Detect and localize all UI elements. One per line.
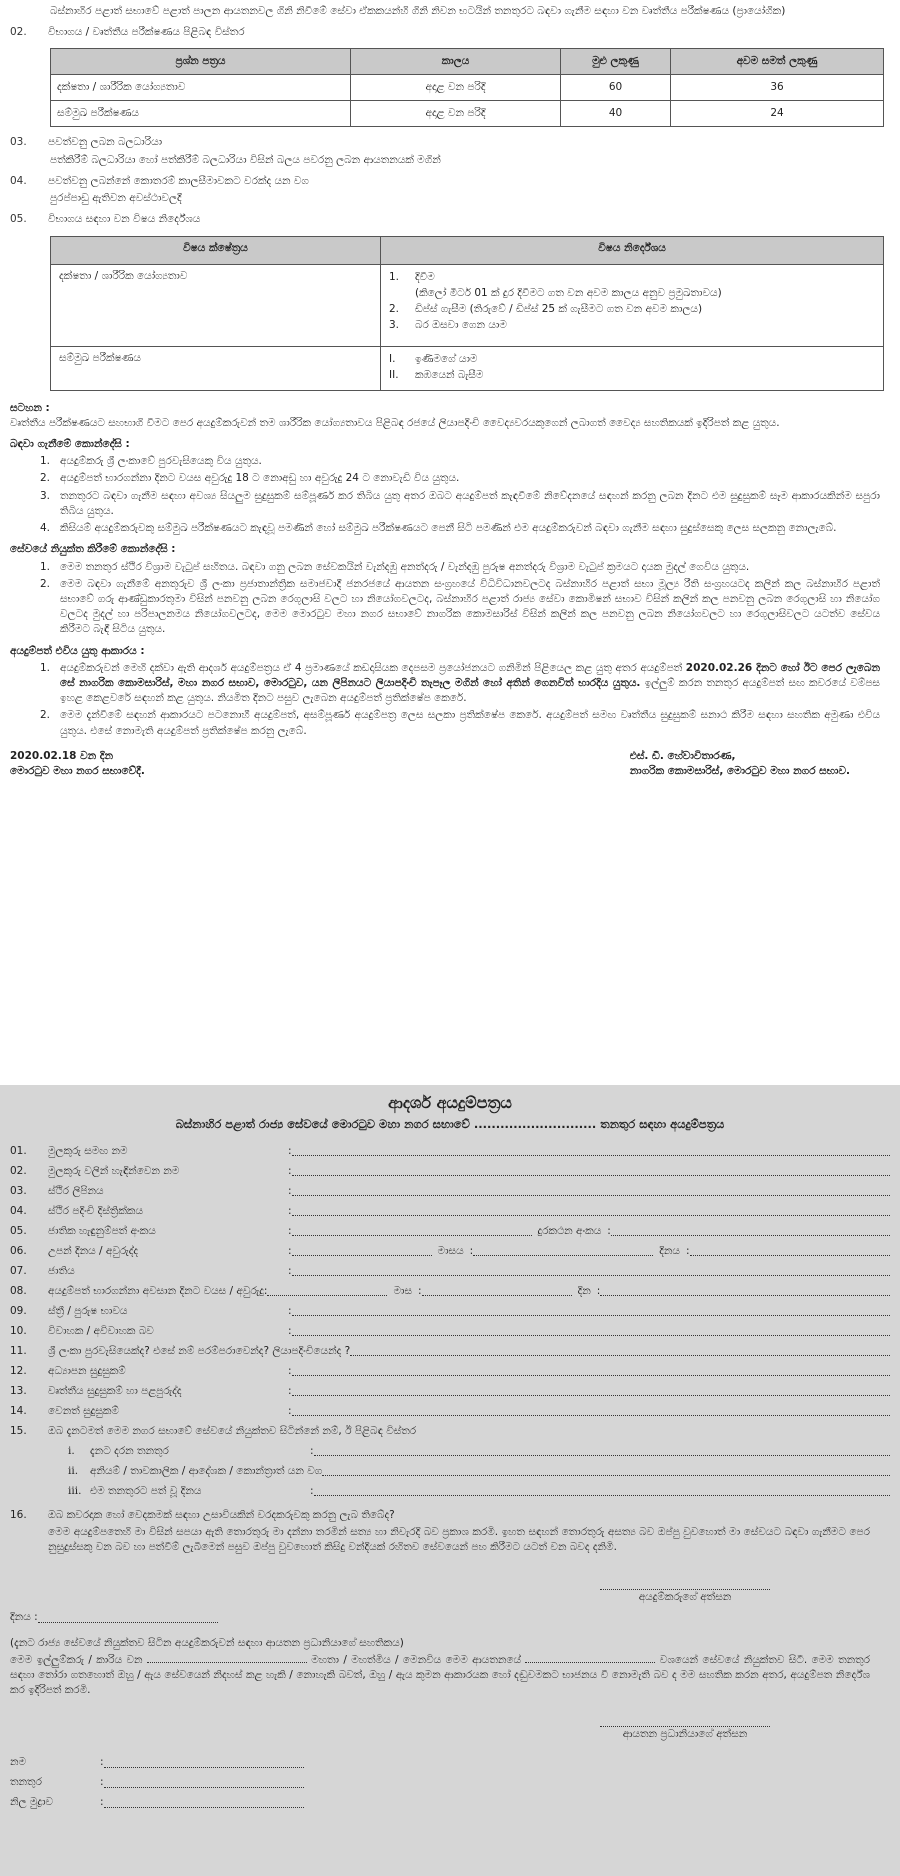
form-field[interactable]: ii. අනියම් / තාවකාලික / ආදේශක / කොන්ත්‍රාත් යන වග	[68, 1459, 890, 1479]
form-field[interactable]: 07. ජාතිය :	[10, 1259, 890, 1279]
form-field[interactable]: i. දැනට දරන තනතුර :	[68, 1439, 890, 1459]
section-04-body: පුරප්පාඩු ඇතිවන අවස්ථාවලදී	[50, 192, 182, 205]
exam-table	[50, 48, 884, 127]
table-row: සම්මුඛ පරීක්ෂණය I. ඉණිමගේ යාම II. කඹයෙන් බැසීම	[51, 346, 884, 390]
form-field: 15. ඔබ දැනටමත් මෙම නගර සභාවේ සේවයේ නියුක්තව සිටින්නේ නම්, ඊ පිළිබඳ විස්තර	[10, 1424, 417, 1437]
certification-text: මෙම ඉල්ලුම්කරු / කාරිය වන මහතා / මහත්මිය / මෙනවිය මෙම ආයතනයේ වශයෙන් සේවයේ නියුක්තව සිටී. මෙම තනතුර සඳහා තෝරා ගතහොත් ඔහු / ඇය සේවයෙන් නිදහස් කළ හැකි / නොහැකි බවත්, ඔහු / ඇය කුමන ආකාරයක හෝ දඬුවමකට භාජනය වී නොමැති බව ද මම සහතික කරන අතර, අයදුම්පත නිර්දේශ කර ඉදිරිපත් කරමි.	[10, 1653, 870, 1697]
signoff-place: මොරටුව මහා නගර සභාවේදී.	[10, 765, 145, 778]
form-field[interactable]: 08. අයදුම්පත් භාරගන්නා අවසාන දිනට වයස / අවුරුදු : මාස : දින :	[10, 1279, 890, 1299]
applicant-signature[interactable]: අයදුම්කරුගේ අත්සන	[600, 1589, 770, 1605]
list-item: 2. මෙම දැන්වීමේ සඳහන් ආකාරයට පටනොහී අයදුම්පත්, අසම්පූර්ණ අයදුම්පත්‍ර ලෙස සලකා ප්‍රතික්ෂේප කෙරේ. අයදුම්පත් සමඟ වෘත්තීය සුදුසුකම් සනාථ කිරීම සඳහා සහතික අමුණා එවිය යුතුය. එසේ නොමැති අයදුම්පත් ප්‍රතික්ෂේප කරනු ලැබේ.	[40, 709, 880, 737]
section-02: 02. විභාගය / වෘත්තීය පරීක්ෂණය පිළිබඳ විස්තර	[10, 26, 245, 39]
form-field: 16. ඔබ කවරදාක හෝ වෙදකමක් සඳහා උසාවියකින් වරදකරුවකු කරනු ලැබ තිබේද?	[10, 1508, 395, 1521]
form-title: ආදර්ශ අයදුම්පත්‍රය	[388, 1093, 512, 1112]
form-subtitle: බස්නාහිර පළාත් රාජ්‍ය සේවයේ මොරටුව මහා නගර සභාවේ ............................ තනතුර සඳහා අයදුම්පත්‍රය	[175, 1117, 725, 1132]
form-field[interactable]: 14. වෙනත් සුදුසුකම් :	[10, 1399, 890, 1419]
form-field[interactable]: 05. ජාතික හැඳුනුම්පත් අංකය : දුරකථන අංකය :	[10, 1219, 890, 1239]
service-conditions-heading: සේවයේ නියුක්ත කිරීමේ කොන්දේසි :	[10, 543, 176, 556]
list-item: 3. තනතුරට බඳවා ගැනීම සඳහා අවශ්‍ය සියලුම සුදුසුකම් සම්පූර්ණ කර තිබිය යුතු අතර ඔබට අයදුම්පත් කැඳවීමේ නිවේදනයේ සඳහන් කරනු ලබන දිනට එම සුදුසුකම් සෑම ආකාරයකින්ම සපුරා තිබිය යුතුය.	[40, 489, 880, 517]
syllabus-item: I. ඉණිමගේ යාම	[389, 352, 478, 365]
syllabus-item: 2. ඩිප්ස් ගැසීම (තිරුවේ / ඩිප්ස් 25 ක් ගැසීමට ගත වන අවම කාලය)	[389, 302, 703, 315]
model-application-form	[0, 1085, 900, 1876]
syllabus-item: 3. බර ඔසවා ගෙන යාම	[389, 319, 507, 332]
syllabus-item: II. කඹයෙන් බැසීම	[389, 368, 484, 381]
form-field[interactable]: 02. මුලකුරු වලින් හැඳින්වෙන නම :	[10, 1159, 890, 1179]
list-item: 2. අයදුම්පත් භාරගන්නා දිනට වයස අවුරුදු 18 ට නොඅඩු හා අවුරුදු 24 ට නොවැඩි විය යුතුය.	[40, 472, 460, 485]
syllabus-item: (කිලෝ මීටර් 01 ක් දුර දිවීමට ගත වන අවම කාලය අනුව ප්‍රමුඛතාවය)	[415, 286, 722, 299]
list-item: 4. කිසියම් අයදුම්කරුවකු සම්මුඛ පරීක්ෂණයට කැඳවූ පමණින් හෝ සම්මුඛ පරීක්ෂණයට පෙනී සිටි පමණින් එම අයදුම්කරුවන් බඳවා ගැනීම සඳහා සුදුස්සෙකු ලෙස සලකනු නොලැබේ.	[40, 522, 837, 535]
head-of-institution-signature[interactable]: ආයතන ප්‍රධානියාගේ අත්සන	[600, 1726, 770, 1742]
table-row: සම්මුඛ පරීක්ෂණය අදාළ වන පරිදි 40 24	[51, 101, 884, 127]
syllabus-table	[50, 236, 884, 391]
date-field[interactable]: දිනය :	[10, 1606, 890, 1626]
certification-intro: (දැනට රාජ්‍ය සේවයේ නියුක්තව සිටින අයදුම්කරුවන් සඳහා ආයතන ප්‍රධානියාගේ සහතිකය)	[10, 1636, 404, 1649]
signatory-title: නාගරික කොමසාරිස්, මොරටුව මහා නගර සභාව.	[629, 765, 850, 778]
syllabus-header: විෂය ක්ෂේත්‍රය විෂය නිර්දේශය	[51, 236, 884, 264]
section-03: 03. පවත්වනු ලබන බලධාරියා	[10, 136, 163, 149]
form-field[interactable]: 10. විවාහක / අවිවාහක බව :	[10, 1319, 890, 1339]
list-item: 2. මෙම බඳවා ගැනීමේ අනතුරුව ශ්‍රී ලංකා ප්‍රජාතාන්ත්‍රික සමාජවාදී ජනරජයේ ආයතන සංග්‍රහයේ විධිවිධානවලටද බස්නාහිර පළාත් සභා මූල්‍ය රීති සංග්‍රහයටද කලින් කල බස්නාහිර පළාත් සභාවේ ගරු ආණ්ඩුකාරතුමා විසින් පනවනු ලබන රෙගුලාසි වලට හා නියෝගවලටද, බස්නාහිර පළාත් රාජ්‍ය සේවා කොමිෂන් සභාව විසින් කලින් කල පනවනු ලබන රෙගුලාසි හා නියෝග වලටද මුදල් හා පරිපාලනමය නියෝගවලටද, මෙම මොරටුව මහා නගර සභාවේ නාගරික කොමසාරිස් විසින් කලින් කල පනවනු ලබන නියෝගවලට හා රෙගුලාසිවලට යටත්ව සේවය කිරීමට බැඳී සිටිය යුතුය.	[40, 577, 880, 636]
section-03-body: පත්කිරීම් බලධාරියා හෝ පත්කිරීම් බලධාරියා විසින් බලය පවරනු ලබන ආයතනයක් මගින්	[50, 153, 441, 166]
closing-date-text: 2020.02.26 දිනට හෝ ඊට පෙර ලැබෙන සේ නාගරික කොමසාරිස්, මහා නගර සභාව, මොරටුව, යන ලිපිනයට ලියාපදිංචි තැපෑල මගින් හෝ අතින් ගෙනවිත් භාරදිය යුතුය.	[60, 661, 880, 690]
form-field[interactable]: 04. ස්ථිර පදිංචි දිස්ත්‍රික්කය :	[10, 1199, 890, 1219]
declaration-text: මෙම අයදුම්පතෙහි මා විසින් සපයා ඇති තොරතුරු මා දන්නා තරමින් සත්‍ය හා නිවැරදි බව ප්‍රකාශ කරමි. ඉහත සඳහන් තොරතුරු අසත්‍ය බව ඔප්පු වුවහොත් මා සේවයට බඳවා ගැනීමට පෙර නුසුදුස්සකු වන බව හා පත්වීම් ලැබීමෙන් පසුව ඔප්පු වුවහොත් කිසිදු වන්දියක් රහිතව සේවයෙන් පහ කිරීමට යටත් වන බවද දනිමි.	[48, 1525, 870, 1554]
how-to-apply-heading: අයදුම්පත් එවිය යුතු ආකාරය :	[10, 644, 145, 657]
section-05: 05. විභාගය සඳහා වන විෂය නිර්දේශය	[10, 213, 201, 226]
note-heading: සටහන :	[10, 401, 50, 414]
table-row: දක්ෂතා / ශාරීරික යෝග්‍යතාව 1. දිවීම (කිලෝ මීටර් 01 ක් දුර දිවීමට ගත වන අවම කාලය අනුව ප්‍රමුඛතාවය) 2. ඩිප්ස් ගැසීම (තිරුවේ / ඩිප්ස් 25 ක් ගැසීමට ගත වන අවම කාලය) 3. බර ඔසවා ගෙන යාම	[51, 264, 884, 346]
note-body: වෘත්තීය පරීක්ෂණයට සහභාගි වීමට පෙර අයදුම්කරුවන් තම ශාරීරික යෝග්‍යතාවය පිළිබඳ රජයේ ලියාපදිංචි වෛද්‍යවරයකුගෙන් ලබාගත් වෛද්‍ය සහතිකයක් ඉදිරිපත් කළ යුතුය.	[10, 416, 780, 429]
form-field[interactable]: 06. උපන් දිනය / අවුරුද්ද : මාසය : දිනය :	[10, 1239, 890, 1259]
section-04: 04. පවත්වනු ලබන්නේ කොතරම් කාලසීමාවකට වරක්ද යන වග	[10, 174, 309, 187]
form-field[interactable]: නම :	[10, 1751, 890, 1771]
exam-table-header: ප්‍රශ්න පත්‍රය කාලය මුළු ලකුණු අවම සමත් ලකුණු	[51, 49, 884, 75]
form-field[interactable]: 11. ශ්‍රී ලංකා පුරවැසියෙක්ද? එසේ නම් පරම්පරාවෙන්ද? ලියාපදිංචියෙන්ද ?	[10, 1339, 890, 1359]
form-field[interactable]: 03. ස්ථිර ලිපිනය :	[10, 1179, 890, 1199]
form-field[interactable]: 09. ස්ත්‍රී / පුරුෂ භාවය :	[10, 1299, 890, 1319]
signoff-date: 2020.02.18 වන දින	[10, 749, 113, 762]
form-field[interactable]: 01. මුලකුරු සමඟ නම :	[10, 1139, 890, 1159]
list-item: 1. අයදුම්කරුවන් මෙහි දක්වා ඇති ආදර්ශ අයදුම්පත්‍රය ඒ 4 ප්‍රමාණයේ කඩදාසියක දෙපසම ප්‍රයෝජනයට ගනිමින් පිළියෙල කළ යුතු අතර අයදුම්පත් 2020.02.26 දිනට හෝ ඊට පෙර ලැබෙන සේ නාගරික කොමසාරිස්, මහා නගර සභාව, මොරටුව, යන ලිපිනයට ලියාපදිංචි තැපෑල මගින් හෝ අතින් ගෙනවිත් භාරදිය යුතුය. ඉල්ලුම් කරන තනතුර අයදුම්පත් සඟ කවරයේ වම්පස ඉහළ කෙළවරේ සඳහන් කළ යුතුය. නියමිත දිනට පසුව ලැබෙන අයදුම්පත් ප්‍රතික්ෂේප කෙරේ.	[40, 661, 880, 705]
list-item: 1. අයදුම්කරු ශ්‍රී ලංකාවේ පුරවැසියෙකු විය යුතුය.	[40, 455, 262, 468]
recruitment-conditions-heading: බඳවා ගැනීමේ කොන්දේසි :	[10, 437, 130, 450]
form-field[interactable]: 12. අධ්‍යාපන සුදුසුකම් :	[10, 1359, 890, 1379]
table-row: දක්ෂතා / ශාරීරික යෝග්‍යතාව අදාළ වන පරිදි 60 36	[51, 75, 884, 101]
list-item: 1. මෙම තනතුර ස්ථිර විශ්‍රාම වැටුප් සහිතය. බඳවා ගනු ලබන සේවකයින් වැන්දඹු අනත්දරු / වැන්දඹු පුරුෂ අනත්දරු විශ්‍රාම වැටුප් ක්‍රමයට දායක මුදල් ගෙවිය යුතුය.	[40, 560, 750, 573]
form-field[interactable]: 13. වෘත්තීය සුදුසුකම් හා පළපුරුද්ද :	[10, 1379, 890, 1399]
signoff	[10, 749, 890, 779]
signatory-name: එස්. ඩී. හේවාවිතාරණ,	[629, 749, 736, 762]
form-field[interactable]: iii. එම තනතුරට පත් වූ දිනය :	[68, 1479, 890, 1499]
form-field[interactable]: තනතුර :	[10, 1771, 890, 1791]
form-field[interactable]: නිල මුද්‍රාව :	[10, 1791, 890, 1811]
intro-text: බස්නාහිර පළාත් සභාවේ පළාත් පාලන ආයතනවල ගිනි නිවීමේ සේවා ඒකකයන්හි ගිනි නිවන භටයින් තනතුරට බඳවා ගැනීම සඳහා වන වෘත්තීය පරීක්ෂණය (ප්‍රායෝගික)	[50, 5, 786, 17]
syllabus-item: 1. දිවීම	[389, 270, 435, 283]
